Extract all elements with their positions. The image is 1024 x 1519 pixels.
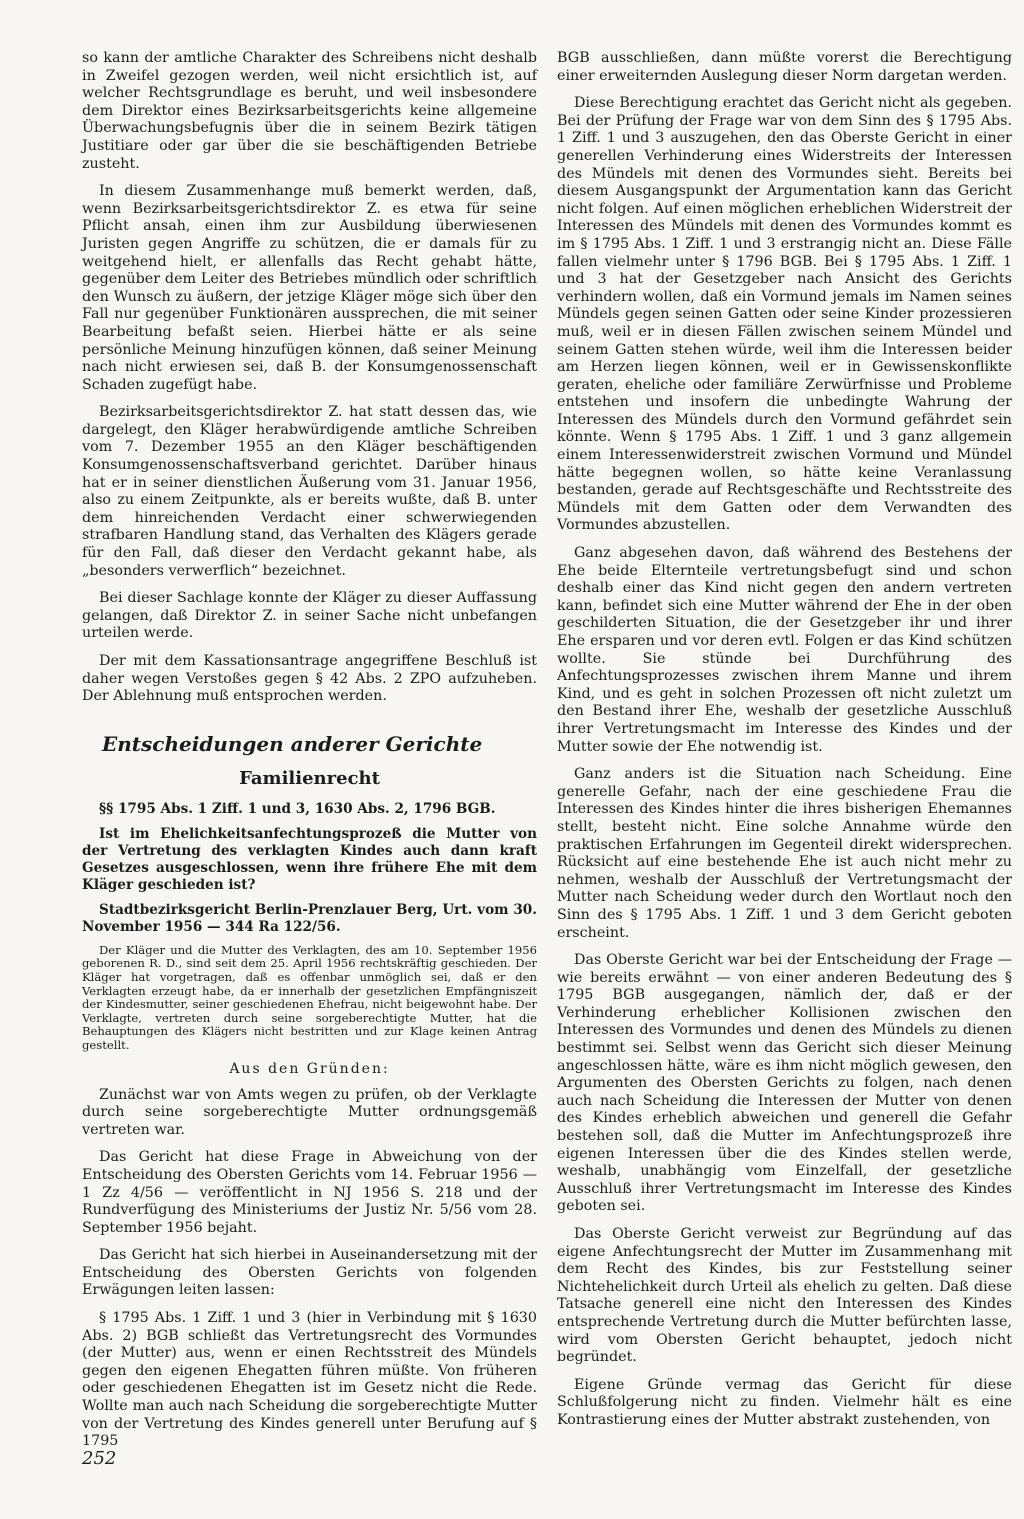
paragraph: Der mit dem Kassationsantrage angegriffene Beschluß ist daher wegen Verstoßes gegen § 42 Abs. 2 ZPO aufzuheben. Der Ablehnung muß entsprochen werden. <box>82 653 537 705</box>
paragraph: § 1795 Abs. 1 Ziff. 1 und 3 (hier in Verbindung mit § 1630 Abs. 2) BGB schließt das Vertretungsrecht des Vormundes (der Mutter) aus, wenn er einen Rechtsstreit des Mündels gegen den eigenen Ehegatten führen müßte. Von früheren oder geschiedenen Ehegatten ist im Gesetz nicht die Rede. Wollte man auch nach Scheidung die sorgeberechtigte Mutter von der Vertretung des Kindes generell unter Berufung auf § 1795 <box>82 1310 537 1450</box>
paragraph: Bei dieser Sachlage konnte der Kläger zu dieser Auffassung gelangen, daß Direktor Z. in seiner Sache nicht unbefangen urteilen werde. <box>82 590 537 642</box>
paragraph: BGB ausschließen, dann müßte vorerst die Berechtigung einer erweiternden Auslegung dieser Norm dargetan werden. <box>557 50 1012 84</box>
headnote-court: Stadtbezirksgericht Berlin-Prenzlauer Berg, Urt. vom 30. November 1956 — 344 Ra 122/56. <box>82 901 537 935</box>
facts-block <box>82 944 537 1053</box>
paragraph: Das Oberste Gericht war bei der Entscheidung der Frage — wie bereits erwähnt — von einer anderen Bedeutung des § 1795 BGB ausgegangen, nämlich der, daß er der Verhinderung erheblicher Kollisionen zwischen den Interessen des Vormundes und denen des Mündels zu dienen bestimmt sei. Selbst wenn das Gericht sich dieser Meinung angeschlossen hätte, wäre es ihm nicht möglich gewesen, den Argumenten des Obersten Gerichts zu folgen, nach denen auch nach Scheidung die Interessen der Mutter von denen des Kindes erheblich abweichen und generell die Gefahr bestehen soll, daß die Mutter im Anfechtungsprozeß ihre eigenen Interessen über die des Kindes stellen werde, weshalb, unabhängig vom Einzelfall, der gesetzliche Ausschluß ihrer Vertretungsmacht im Interesse des Kindes geboten sei. <box>557 952 1012 1215</box>
paragraph: Ganz abgesehen davon, daß während des Bestehens der Ehe beide Elternteile vertretungsbefugt sind und schon deshalb einer das Kind nicht gegen den andern vertreten kann, befindet sich eine Mutter während der Ehe in der oben geschilderten Situation, die der Gesetzgeber ihr und ihrer Ehe ersparen und vor deren evtl. Folgen er das Kind schützen wollte. Sie stünde bei Durchführung des Anfechtungsprozesses zwischen ihrem Manne und ihrem Kind, und es geht in solchen Prozessen oft nicht zuletzt um den Bestand ihrer Ehe, weshalb der gesetzliche Ausschluß ihrer Vertretungsmacht im Interesse des Kindes und der Mutter sowie der Ehe notwendig ist. <box>557 545 1012 755</box>
paragraph: Eigene Gründe vermag das Gericht für diese Schlußfolgerung nicht zu finden. Vielmehr hält es eine Kontrastierung eines der Mutter abstrakt zustehenden, von <box>557 1376 1012 1428</box>
left-column <box>82 50 537 1461</box>
section-title: Entscheidungen anderer Gerichte <box>102 731 483 756</box>
paragraph: Zunächst war von Amts wegen zu prüfen, ob der Verklagte durch seine sorgeberechtigte Mutter ordnungsgemäß vertreten war. <box>82 1086 537 1138</box>
paragraph: Ganz anders ist die Situation nach Scheidung. Eine generelle Gefahr, nach der eine geschiedene Frau die Interessen des Kindes hinter die ihres bisherigen Ehemannes stellt, besteht nicht. Eine solche Annahme würde den praktischen Erfahrungen im Gegenteil direkt widersprechen. Rücksicht auf eine bestehende Ehe ist auch nicht mehr zu nehmen, weshalb der Ausschluß der Vertretungsmacht der Mutter nach Scheidung weder durch den Wortlaut noch den Sinn des § 1795 Abs. 1 Ziff. 1 und 3 dem Gericht geboten erscheint. <box>557 766 1012 941</box>
paragraph: Das Gericht hat diese Frage in Abweichung von der Entscheidung des Obersten Gerichts vom 14. Februar 1956 — 1 Zz 4/56 — veröffentlicht in NJ 1956 S. 218 und der Rundverfügung des Ministeriums der Justiz Nr. 5/56 vom 28. September 1956 bejaht. <box>82 1149 537 1236</box>
right-column <box>557 50 1012 1440</box>
paragraph: Diese Berechtigung erachtet das Gericht nicht als gegeben. Bei der Prüfung der Frage war von dem Sinn des § 1795 Abs. 1 Ziff. 1 und 3 auszugehen, den das Oberste Gericht in einer generellen Verhinderung eines Widerstreits der Interessen des Mündels mit denen des Vormundes sieht. Bereits bei diesem Ausgangspunkt der Argumentation kann das Gericht nicht folgen. Auf einen möglichen erheblichen Widerstreit der Interessen des Mündels mit denen des Vormundes kommt es im § 1795 Abs. 1 Ziff. 1 und 3 erstrangig nicht an. Diese Fälle fallen vielmehr unter § 1796 BGB. Bei § 1795 Abs. 1 Ziff. 1 und 3 hat der Gesetzgeber nach Ansicht des Gerichts verhindern wollen, daß ein Vormund jemals im Namen seines Mündels gegen seinen Gatten oder seine Kinder prozessieren muß, weil er in diesen Fällen zwischen seinem Mündel und seinem Gatten stehen würde, weil ihm die Interessen beider am Herzen liegen können, weil er in Gewissenskonflikte geraten, eheliche oder familiäre Zerwürfnisse und Probleme entstehen und insofern die unbedingte Wahrung der Interessen des Mündels durch den Vormund gefährdet sein könnte. Wenn § 1795 Abs. 1 Ziff. 1 und 3 ganz allgemein einem Interessenwiderstreit zwischen Vormund und Mündel hätte begegnen wollen, so hätte keine Veranlassung bestanden, gerade auf Rechtsgeschäfte und Rechtsstreite des Mündels mit dem Gatten oder dem Verwandten des Vormundes abzustellen. <box>557 95 1012 534</box>
headnote-statute: §§ 1795 Abs. 1 Ziff. 1 und 3, 1630 Abs. 2, 1796 BGB. <box>99 800 496 817</box>
paragraph: Das Oberste Gericht verweist zur Begründung auf das eigene Anfechtungsrecht der Mutter im Zusammenhang mit dem Recht des Kindes, bis zur Feststellung seiner Nichtehelichkeit durch Urteil als ehelich zu gelten. Daß diese Tatsache generell eine nicht den Interessen des Kindes entsprechende Vertretung durch die Mutter befürchten lasse, wird vom Obersten Gericht behauptet, jedoch nicht begründet. <box>557 1226 1012 1366</box>
facts-text: Der Kläger und die Mutter des Verklagten, des am 10. September 1956 geborenen R. D., sind seit dem 25. April 1956 rechtskräftig geschieden. Der Kläger hat vorgetragen, daß es offenbar unmöglich sei, daß er den Verklagten erzeugt habe, da er innerhalb der gesetzlichen Empfängniszeit der Kindesmutter, seiner geschiedenen Ehefrau, nicht beigewohnt habe. Der Verklagte, vertreten durch seine sorgeberechtigte Mutter, hat die Behauptungen des Klägers nicht bestritten und zur Klage keinen Antrag gestellt. <box>82 942 537 1052</box>
reasons-heading: Aus den Gründen: <box>229 1060 390 1077</box>
paragraph: Das Gericht hat sich hierbei in Auseinandersetzung mit der Entscheidung des Obersten Gerichts von folgenden Erwägungen leiten lassen: <box>82 1247 537 1299</box>
subsection-title: Familienrecht <box>239 767 380 789</box>
paragraph: so kann der amtliche Charakter des Schreibens nicht deshalb in Zweifel gezogen werden, weil nicht ersichtlich ist, auf welcher Rechtsgrundlage es beruht, und weil insbesondere dem Direktor eines Bezirksarbeitsgerichts keine allgemeine Überwachungsbefugnis über die in seinem Bezirk tätigen Justitiare oder gar über die sie beschäftigenden Betriebe zusteht. <box>82 50 537 172</box>
paragraph: In diesem Zusammenhange muß bemerkt werden, daß, wenn Bezirksarbeitsgerichtsdirektor Z. es etwa für seine Pflicht ansah, einen ihm zur Ausbildung überwiesenen Juristen gegen Angriffe zu schützen, die er damals für zu weitgehend hielt, er allenfalls das Recht gehabt hätte, gegenüber dem Leiter des Betriebes mündlich oder schriftlich den Wunsch zu äußern, der jetzige Kläger möge sich über den Fall nur gegenüber Funktionären aussprechen, die mit seiner Bearbeitung befaßt seien. Hierbei hätte er als seine persönliche Meinung hinzufügen können, daß seiner Meinung nach nicht erwiesen sei, daß B. der Konsumgenossenschaft Schaden zugefügt habe. <box>82 183 537 393</box>
paragraph: Bezirksarbeitsgerichtsdirektor Z. hat statt dessen das, wie dargelegt, den Kläger herabwürdigende amtliche Schreiben vom 7. Dezember 1955 an den Kläger beschäftigenden Konsumgenossenschaftsverband gerichtet. Darüber hinaus hat er in seiner dienstlichen Äußerung vom 31. Januar 1956, also zu einem Zeitpunkte, als er bereits wußte, daß B. unter dem hinreichenden Verdacht einer schwerwiegenden strafbaren Handlung stand, das Verhalten des Klägers gerade für den Fall, daß dieser den Verdacht gekannt habe, als „besonders verwerflich“ bezeichnet. <box>82 404 537 579</box>
headnote-question: Ist im Ehelichkeitsanfechtungsprozeß die Mutter von der Vertretung des verklagten Kindes auch dann kraft Gesetzes ausgeschlossen, wenn ihre frühere Ehe mit dem Kläger geschieden ist? <box>82 825 537 893</box>
page-number: 252 <box>82 1448 117 1469</box>
